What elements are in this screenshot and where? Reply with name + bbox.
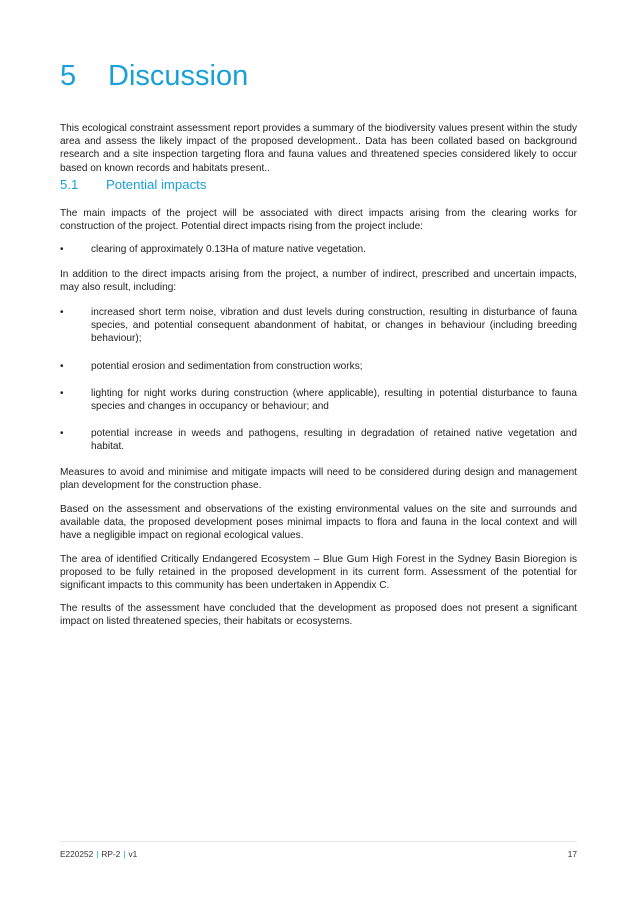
intro-paragraph: This ecological constraint assessment report provides a summary of the biodiversity values present within the study area and assess the likely impact of the proposed development.. Data has been collated based on background research and a site inspection targeting flora and fauna values and threatened species considered likely to occur based on known records and habitats present.. <box>60 123 577 174</box>
list-item-text: potential increase in weeds and pathogens, resulting in degradation of retained native vegetation and habitat. <box>91 428 577 453</box>
section-title: Potential impacts <box>106 177 207 192</box>
indirect-impacts-paragraph: In addition to the direct impacts arising from the project, a number of indirect, prescribed and uncertain impacts, may also result, including: <box>60 269 577 294</box>
chapter-number: 5 <box>60 60 77 92</box>
bullet-marker: • <box>60 428 64 439</box>
bullet-marker: • <box>60 244 64 255</box>
list-item <box>60 306 577 346</box>
list-item <box>60 427 577 453</box>
list-item <box>60 360 577 373</box>
list-item-text: clearing of approximately 0.13Ha of mature native vegetation. <box>91 244 366 255</box>
direct-impacts-paragraph: The main impacts of the project will be associated with direct impacts arising from the clearing works for construction of the project. Potential direct impacts rising from the project include: <box>60 208 577 233</box>
footer-separator: | <box>123 849 126 859</box>
chapter-title: Discussion <box>108 60 249 92</box>
footer-project-code: E220252 <box>60 849 94 859</box>
conclusion-paragraph: The results of the assessment have concluded that the development as proposed does not present a significant impact on listed threatened species, their habitats or ecosystems. <box>60 603 577 628</box>
section-heading <box>60 177 206 193</box>
bullet-marker: • <box>60 388 64 399</box>
footer-version: v1 <box>128 849 138 859</box>
list-item-text: increased short term noise, vibration and dust levels during construction, resulting in disturbance of fauna species, and potential consequent abandonment of habitat, or changes in behaviour (including breeding behaviour); <box>91 307 577 345</box>
community-paragraph: The area of identified Critically Endangered Ecosystem – Blue Gum High Forest in the Sydney Basin Bioregion is proposed to be fully retained in the proposed development in its current form. Assessment of the potential for significant impacts to this community has been undertaken in Appendix C. <box>60 554 577 592</box>
footer-separator: | <box>96 849 99 859</box>
assessment-paragraph: Based on the assessment and observations of the existing environmental values on the site and surrounds and available data, the proposed development poses minimal impacts to flora and fauna in the local context and will have a negligible impact on regional ecological values. <box>60 504 577 542</box>
bullet-marker: • <box>60 361 64 372</box>
page-footer <box>60 849 577 860</box>
footer-divider <box>60 841 577 842</box>
chapter-heading <box>60 58 248 94</box>
list-item <box>60 243 577 256</box>
measures-paragraph: Measures to avoid and minimise and mitigate impacts will need to be considered during design and management plan development for the construction phase. <box>60 467 577 492</box>
list-item <box>60 387 577 413</box>
footer-report-code: RP-2 <box>101 849 121 859</box>
list-item-text: lighting for night works during construction (where applicable), resulting in potential disturbance to fauna species and changes in occupancy or behaviour; and <box>91 388 577 413</box>
bullet-marker: • <box>60 307 64 318</box>
list-item-text: potential erosion and sedimentation from construction works; <box>91 361 363 372</box>
page-number: 17 <box>567 849 577 859</box>
section-number: 5.1 <box>60 177 79 192</box>
